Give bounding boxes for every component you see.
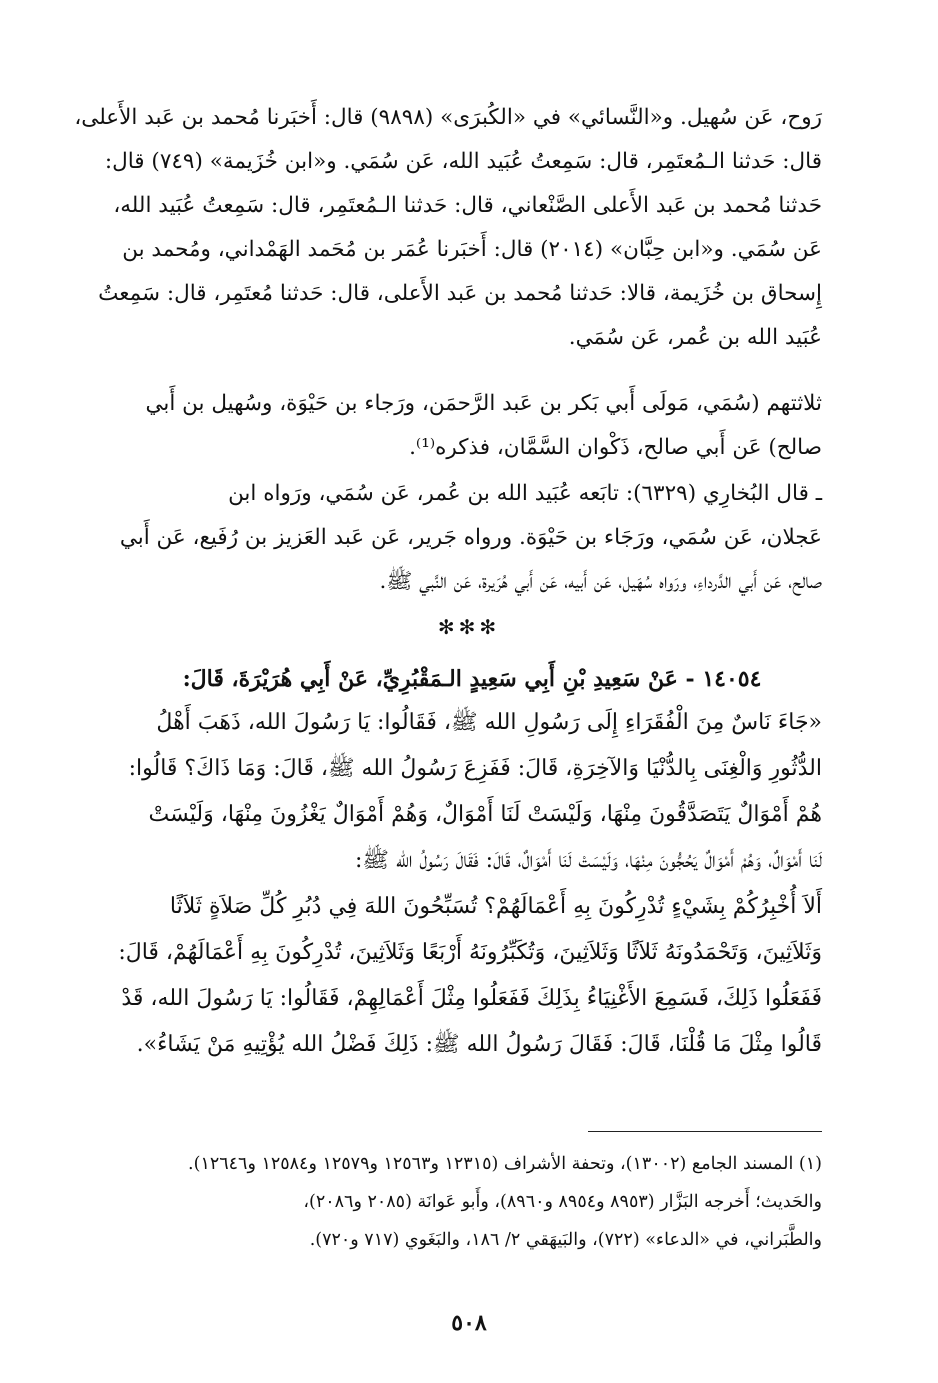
footnotes bbox=[122, 1145, 822, 1259]
text-line: هُمْ أَمْوَالٌ يَتَصَدَّقُونَ مِنْهَا، وَلَيْسَتْ لَنَا أَمْوَالٌ، وَهُمْ أَمْوَالٌ يَغْزُونَ مِنْهَا، وَلَيْسَتْ bbox=[148, 802, 822, 827]
text-line: عَجلان، عَن سُمَي، ورَجَاء بن حَيْوَة. ورواه جَرير، عَن عَبد العَزيز بن رُفَيع، عَن أَبي bbox=[119, 525, 822, 550]
text-line: صالح) عَن أَبي صالح، ذَكْوان السَّمَّان، فذكره⁽¹⁾. bbox=[409, 435, 822, 460]
text-line: «جَاءَ نَاسٌ مِنَ الْفُقَرَاءِ إِلَى رَسُولِ الله ﷺ، فَقَالُوا: يَا رَسُولَ الله، ذَهَبَ أَهْلُ bbox=[156, 710, 822, 735]
text-line: إِسحاق بن خُزَيمة، قالا: حَدثنا مُحمد بن عَبد الأَعلى، قال: حَدثنا مُعتَمِر، قال: سَمِعتُ bbox=[98, 281, 822, 306]
isnad-paragraph bbox=[74, 96, 822, 360]
text-line: رَوح، عَن سُهيل. و«النَّسائي» في «الكُبرَى» (٩٨٩٨) قال: أَخبَرنا مُحمد بن عَبد الأَعلى، bbox=[74, 105, 822, 130]
hadith-text bbox=[118, 700, 822, 1068]
text-line: صالح، عَن أَبي الدَّرداءِ، ورَواه سُهَيل، عَن أَبيه، عَن أَبي هُرَيرة، عَن النَّبي ﷺ. bbox=[379, 569, 822, 594]
summary-paragraph bbox=[122, 382, 822, 470]
text-line: الدُّثُورِ وَالْغِنَى بِالدُّنْيَا وَالآخِرَةِ، قَالَ: فَفَزِعَ رَسُولُ الله ﷺ، قَالَ: وَمَا ذَاكَ؟ قَالُوا: bbox=[128, 756, 822, 781]
text-line: قَالُوا مِثْلَ مَا قُلْنَا، قَالَ: فَقَالَ رَسُولُ الله ﷺ: ذَلِكَ فَضْلُ الله يُؤْتِيهِ مَنْ يَشَاءُ». bbox=[136, 1032, 822, 1057]
page-number: ٥٠٨ bbox=[451, 1310, 487, 1336]
text-line: ثلاثتهم (سُمَي، مَولَى أَبي بَكر بن عَبد الرَّحمَن، ورَجاء بن حَيْوَة، وسُهيل بن أَبي bbox=[145, 391, 822, 416]
text-line: قال: حَدثنا الـمُعتَمِر، قال: سَمِعتُ عُبَيد الله، عَن سُمَي. و«ابن خُزَيمة» (٧٤٩) قال: bbox=[104, 149, 822, 174]
footnote-line: والطَّبَراني، في «الدعاء» (٧٢٢)، والبَيهَقي ٢/ ١٨٦، والبَغَوي (٧١٧ و٧٢٠). bbox=[309, 1230, 822, 1250]
text-line: أَلاَ أُخْبِرُكُمْ بِشَيْءٍ تُدْرِكُونَ بِهِ أَعْمَالَهُمْ؟ تُسَبِّحُونَ اللهَ فِي دُبُرِ كُلِّ صَلاَةٍ ثَلاَثًا bbox=[169, 894, 822, 919]
text-line: لَنَا أَمْوَالٌ، وَهُمْ أَمْوَالٌ يَحُجُّونَ مِنْهَا، وَلَيْسَتْ لَنَا أَمْوَالٌ، قَالَ: فَقَالَ رَسُولُ الله ﷺ: bbox=[355, 848, 822, 873]
text-line: عُبَيد الله بن عُمر، عَن سُمَي. bbox=[568, 325, 822, 350]
hadith-heading: ١٤٠٥٤ - عَنْ سَعِيدِ بْنِ أَبِي سَعِيدٍ الـمَقْبُرِيِّ، عَنْ أَبِي هُرَيْرَةَ، قَالَ: bbox=[182, 666, 762, 692]
footnote-line: والحَديث؛ أَخرجه البَزَّار (٨٩٥٣ و٨٩٥٤ و٨٩٦٠)، وأَبو عَوانَة (٢٠٨٥ و٢٠٨٦)، bbox=[303, 1192, 822, 1212]
text-line: عَن سُمَي. و«ابن حِبَّان» (٢٠١٤) قال: أَخبَرنا عُمَر بن مُحَمد الهَمْداني، ومُحمد بن bbox=[122, 237, 822, 262]
footnote-divider bbox=[588, 1131, 822, 1132]
section-separator: ✻✻✻ bbox=[437, 615, 501, 639]
text-line: فَفَعَلُوا ذَلِكَ، فَسَمِعَ الأَغْنِيَاءُ بِذَلِكَ فَفَعَلُوا مِثْلَ أَعْمَالِهِمْ، فَقَالُوا: يَا رَسُولَ الله، قَدْ bbox=[121, 986, 822, 1011]
text-line: وَثَلاَثِينَ، وَتَحْمَدُونَهُ ثَلاَثًا وَثَلاَثِينَ، وَتُكَبِّرُونَهُ أَرْبَعًا وَثَلاَثِينَ، تُدْرِكُونَ بِهِ أَعْمَالَهُمْ، قَالَ: bbox=[118, 940, 822, 965]
bukhari-note-paragraph bbox=[119, 472, 822, 604]
footnote-line: (١) المسند الجامع (١٣٠٠٢)، وتحفة الأشراف (١٢٣١٥ و١٢٥٦٣ و١٢٥٧٩ و١٢٥٨٤ و١٢٦٤٦). bbox=[188, 1154, 822, 1174]
text-line: حَدثنا مُحمد بن عَبد الأَعلى الصَّنْعاني، قال: حَدثنا الـمُعتَمِر، قال: سَمِعتُ عُبَيد الله، bbox=[113, 193, 822, 218]
text-line: ـ قال البُخارِي (٦٣٢٩): تابَعه عُبَيد الله بن عُمر، عَن سُمَي، ورَواه ابن bbox=[228, 481, 822, 506]
